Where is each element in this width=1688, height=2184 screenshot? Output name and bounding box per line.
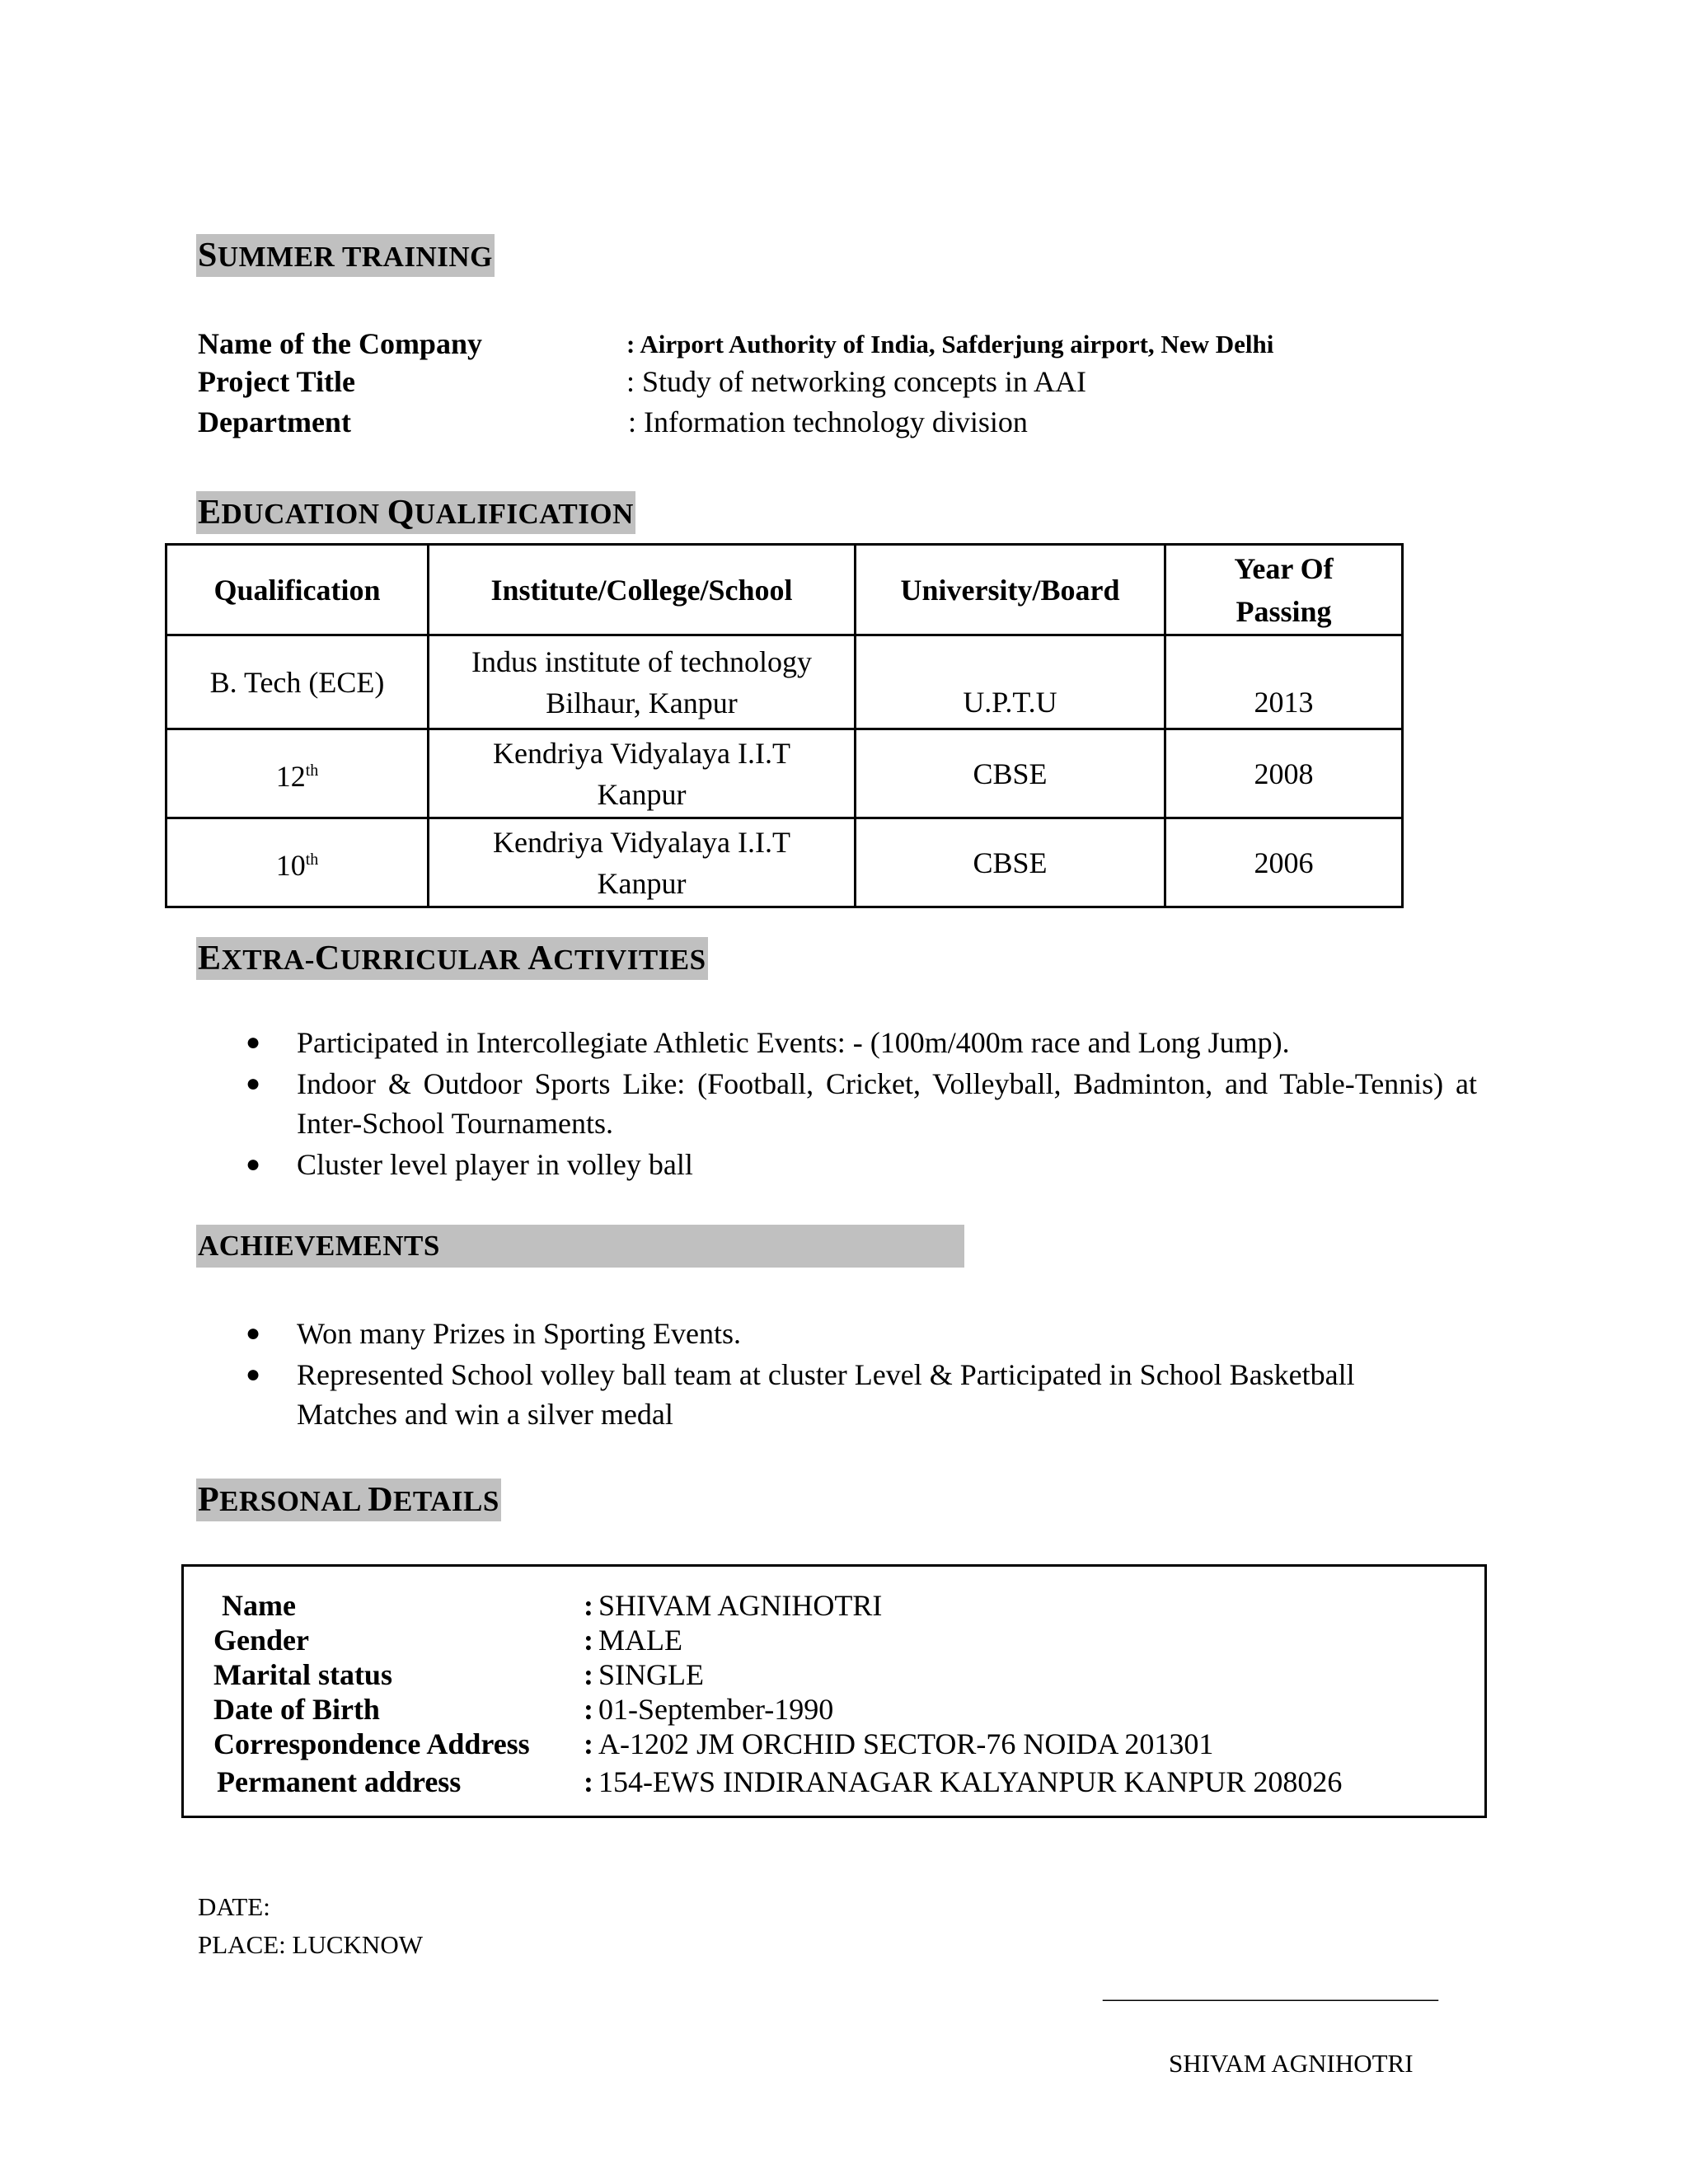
project-title-row	[198, 364, 1352, 401]
heading-text: DUCATION	[221, 498, 387, 530]
achievements-list	[198, 1314, 1418, 1436]
department-label: Department	[198, 405, 351, 438]
list-item: ● Won many Prizes in Sporting Events.	[198, 1314, 1418, 1353]
heading-text: XTRA-	[221, 944, 315, 976]
personal-details-box	[181, 1564, 1487, 1818]
heading-text: ERSONAL	[219, 1485, 368, 1517]
list-item: ● Represented School volley ball team at cluster Level & Participated in School Basketball Matches and win a silver medal	[198, 1355, 1418, 1434]
project-title-label: Project Title	[198, 365, 355, 398]
personal-value	[584, 1727, 1213, 1761]
heading-initial: C	[314, 940, 340, 977]
personal-value-text: 01-September-1990	[598, 1693, 834, 1726]
place-label: PLACE: LUCKNOW	[198, 1930, 423, 1959]
date-label: DATE:	[198, 1892, 270, 1921]
heading-initial: E	[198, 940, 222, 977]
qualification-text: B. Tech (ECE)	[209, 665, 385, 699]
year-text: 2013	[1254, 686, 1314, 719]
section-heading-summer-training	[196, 234, 495, 277]
heading-text: CTIVITIES	[553, 944, 706, 976]
table-header-row	[166, 545, 1403, 635]
year-text: 2006	[1254, 846, 1314, 879]
heading-text: UMMER TRAINING	[217, 241, 493, 273]
colon: :	[584, 1658, 593, 1691]
section-heading-personal-details	[196, 1479, 501, 1521]
colon: :	[584, 1624, 593, 1657]
personal-label: Correspondence Address	[213, 1727, 530, 1760]
institute-line: Kanpur	[597, 777, 687, 811]
personal-value-text: MALE	[598, 1624, 682, 1657]
personal-label: Date of Birth	[213, 1693, 380, 1726]
board-cell	[856, 635, 1165, 729]
institute-cell	[429, 818, 856, 907]
year-cell	[1165, 818, 1403, 907]
qualification-suffix: th	[305, 762, 319, 780]
board-cell	[856, 818, 1165, 907]
table-row	[166, 635, 1403, 729]
colon: :	[584, 1727, 593, 1760]
company-row	[198, 326, 1352, 363]
section-heading-achievements	[196, 1225, 964, 1268]
heading-initial: D	[368, 1481, 394, 1519]
personal-label: Name	[222, 1589, 296, 1622]
heading-text: UALIFICATION	[414, 498, 634, 530]
personal-label: Permanent address	[217, 1765, 462, 1798]
personal-value-text: A-1202 JM ORCHID SECTOR-76 NOIDA 201301	[598, 1727, 1214, 1760]
year-cell	[1165, 635, 1403, 729]
institute-line: Kanpur	[597, 866, 687, 900]
company-value: : Airport Authority of India, Safderjung airport, New Delhi	[626, 330, 1274, 359]
section-heading-extra-curricular	[196, 937, 708, 980]
column-header-year	[1165, 545, 1403, 635]
department-row	[198, 405, 1352, 441]
list-item: ● Participated in Intercollegiate Athletic Events: - (100m/400m race and Long Jump).	[198, 1023, 1477, 1062]
heading-initial: E	[198, 494, 222, 532]
institute-line: Bilhaur, Kanpur	[546, 686, 738, 719]
board-cell	[856, 729, 1165, 818]
institute-cell	[429, 729, 856, 818]
institute-line: Kendriya Vidyalaya I.I.T	[492, 736, 791, 770]
colon: :	[584, 1693, 593, 1726]
column-header-board: University/Board	[856, 545, 1165, 635]
qualification-cell	[166, 635, 429, 729]
personal-label: Marital status	[213, 1658, 392, 1691]
qualification-cell	[166, 729, 429, 818]
personal-value	[584, 1765, 1342, 1799]
qualification-suffix: th	[305, 851, 319, 869]
education-table	[165, 543, 1404, 908]
heading-initial: A	[528, 940, 554, 977]
colon: :	[584, 1765, 593, 1798]
heading-text: URRICULAR	[340, 944, 528, 976]
institute-cell	[429, 635, 856, 729]
qualification-text: 10	[275, 849, 306, 882]
qualification-cell	[166, 818, 429, 907]
personal-label: Gender	[213, 1624, 309, 1657]
personal-value	[584, 1657, 704, 1692]
personal-value	[584, 1692, 833, 1727]
personal-value-text: SINGLE	[598, 1658, 704, 1691]
personal-value-text: 154-EWS INDIRANAGAR KALYANPUR KANPUR 208026	[598, 1765, 1343, 1798]
company-label: Name of the Company	[198, 327, 482, 360]
extra-curricular-list	[198, 1023, 1477, 1186]
table-row	[166, 818, 1403, 907]
year-text: 2008	[1254, 757, 1314, 790]
heading-initial: P	[198, 1481, 220, 1519]
year-cell	[1165, 729, 1403, 818]
column-header-institute: Institute/College/School	[429, 545, 856, 635]
table-row	[166, 729, 1403, 818]
personal-value	[584, 1623, 682, 1657]
department-value: : Information technology division	[628, 405, 1028, 438]
signature-name: SHIVAM AGNIHOTRI	[1169, 2049, 1414, 2078]
column-header-year-text: Year Of Passing	[1234, 551, 1334, 628]
column-header-qualification: Qualification	[166, 545, 429, 635]
heading-text: ACHIEVEMENTS	[198, 1230, 440, 1262]
qualification-text: 12	[275, 760, 306, 793]
project-title-value: : Study of networking concepts in AAI	[626, 365, 1086, 398]
list-item: ● Cluster level player in volley ball	[198, 1145, 1477, 1184]
personal-value-text: SHIVAM AGNIHOTRI	[598, 1589, 883, 1622]
institute-line: Kendriya Vidyalaya I.I.T	[492, 825, 791, 859]
signature-line: ____________________________	[1103, 1975, 1437, 2004]
list-item: ● Indoor & Outdoor Sports Like: (Football, Cricket, Volleyball, Badminton, and Table-Tennis) at Inter-School Tournaments.	[198, 1064, 1477, 1143]
heading-initial: S	[198, 237, 218, 274]
board-text: CBSE	[973, 846, 1048, 879]
colon: :	[584, 1589, 593, 1622]
heading-text: ETAILS	[393, 1485, 499, 1517]
institute-line: Indus institute of technology	[471, 644, 812, 678]
board-text: CBSE	[973, 757, 1048, 790]
section-heading-education	[196, 491, 635, 534]
board-text: U.P.T.U	[963, 686, 1057, 719]
personal-value	[584, 1588, 882, 1623]
heading-initial: Q	[387, 494, 415, 532]
